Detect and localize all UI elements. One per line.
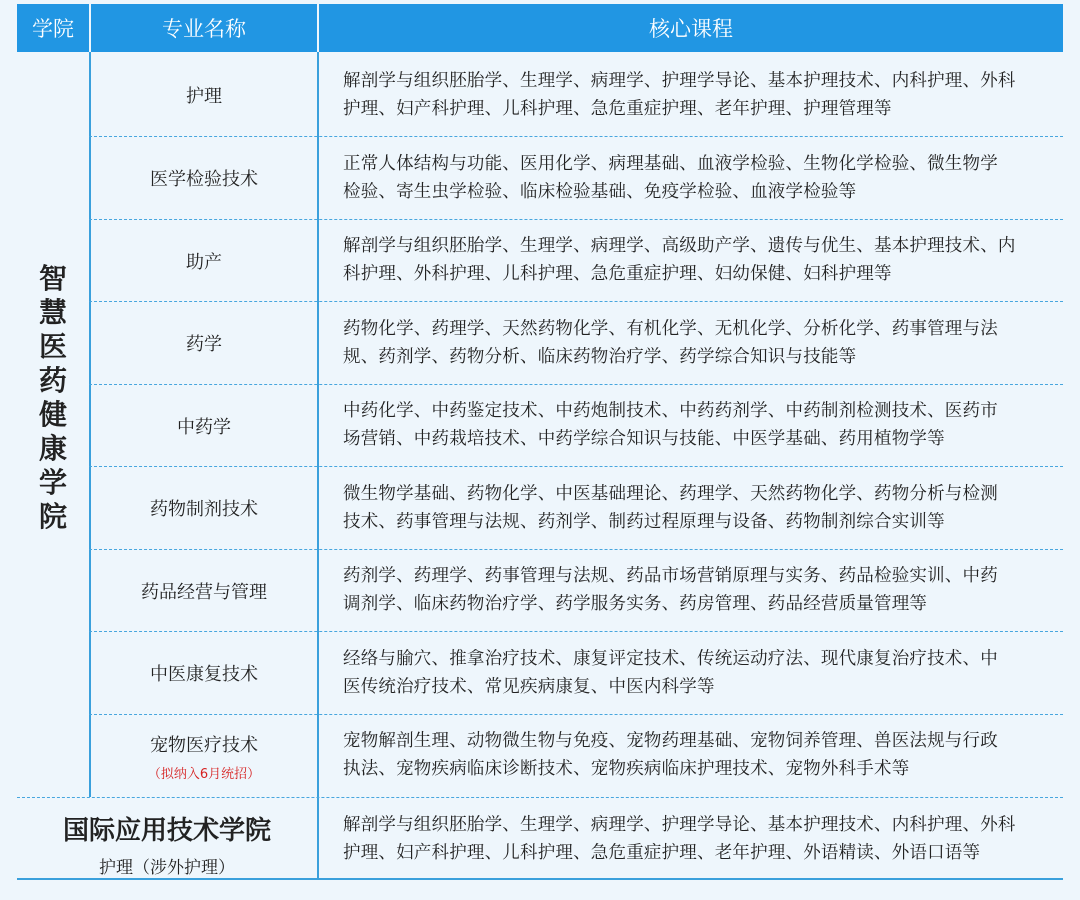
course-line: 规、药剂学、药物分析、临床药物治疗学、药学综合知识与技能等 (343, 347, 857, 367)
college-char: 医 (38, 330, 67, 363)
course-line: 药物化学、药理学、天然药物化学、有机化学、无机化学、分析化学、药事管理与法 (343, 319, 998, 339)
major-note: （拟纳入6月统招） (147, 766, 261, 782)
course-line: 调剂学、临床药物治疗学、药学服务实务、药房管理、药品经营质量管理等 (343, 594, 928, 614)
course-line: 护理、妇产科护理、儿科护理、急危重症护理、老年护理、护理管理等 (343, 99, 892, 119)
course-line: 医传统治疗技术、常见疾病康复、中医内科学等 (343, 677, 715, 697)
header-major: 专业名称 (91, 4, 317, 52)
course-line: 宠物解剖生理、动物微生物与免疫、宠物药理基础、宠物饲养管理、兽医法规与行政 (343, 731, 998, 751)
major-name (91, 715, 317, 797)
major-name (91, 137, 317, 219)
college-char: 院 (38, 500, 67, 533)
college2-name: 国际应用技术学院 (62, 816, 271, 846)
course-list (343, 562, 1053, 618)
major-label: 宠物医疗技术 (150, 734, 258, 756)
course-list (343, 67, 1053, 123)
major-label: 药学 (186, 334, 222, 355)
college-char: 药 (38, 364, 67, 397)
course-list (343, 480, 1053, 536)
course-line: 技术、药事管理与法规、药剂学、制药过程原理与设备、药物制剂综合实训等 (343, 512, 945, 532)
major-label: 医学检验技术 (150, 169, 258, 190)
college-char: 康 (38, 432, 67, 465)
course-line: 正常人体结构与功能、医用化学、病理基础、血液学检验、生物化学检验、微生物学 (343, 154, 998, 174)
table-bottom-line (17, 878, 1063, 880)
vline-major (317, 52, 319, 878)
major-label: 中医康复技术 (150, 664, 258, 685)
course-list (343, 727, 1053, 783)
major-name (91, 54, 317, 136)
college-char: 慧 (38, 296, 67, 329)
major-label: 药物制剂技术 (150, 499, 258, 520)
course-list (343, 232, 1053, 288)
course-line: 药剂学、药理学、药事管理与法规、药品市场营销原理与实务、药品检验实训、中药 (343, 566, 998, 586)
course-list (343, 811, 1053, 867)
course-line: 检验、寄生虫学检验、临床检验基础、免疫学检验、血液学检验等 (343, 182, 857, 202)
course-line: 科护理、外科护理、儿科护理、急危重症护理、妇幼保健、妇科护理等 (343, 264, 892, 284)
course-list (343, 150, 1053, 206)
header-courses: 核心课程 (319, 4, 1063, 52)
major-name (91, 220, 317, 301)
major-name (91, 550, 317, 631)
college-char: 智 (38, 262, 67, 295)
course-line: 解剖学与组织胚胎学、生理学、病理学、高级助产学、遗传与优生、基本护理技术、内 (343, 236, 1016, 256)
major-name (91, 302, 317, 384)
college2-major: 护理（涉外护理） (99, 858, 235, 878)
header-college: 学院 (17, 4, 89, 52)
course-line: 中药化学、中药鉴定技术、中药炮制技术、中药药剂学、中药制剂检测技术、医药市 (343, 401, 998, 421)
course-line: 经络与腧穴、推拿治疗技术、康复评定技术、传统运动疗法、现代康复治疗技术、中 (343, 649, 998, 669)
college-name-vertical (17, 262, 89, 534)
college-divider (17, 797, 1063, 798)
major-label: 药品经营与管理 (141, 581, 267, 603)
course-line: 解剖学与组织胚胎学、生理学、病理学、护理学导论、基本护理技术、内科护理、外科 (343, 71, 1016, 91)
college2-block (17, 810, 317, 878)
course-line: 护理、妇产科护理、儿科护理、急危重症护理、老年护理、外语精读、外语口语等 (343, 843, 981, 863)
college-char: 健 (38, 398, 67, 431)
major-label: 中药学 (177, 416, 231, 438)
course-list (343, 397, 1053, 453)
course-line: 执法、宠物疾病临床诊断技术、宠物疾病临床护理技术、宠物外科手术等 (343, 759, 910, 779)
major-name (91, 632, 317, 714)
course-line: 场营销、中药栽培技术、中药学综合知识与技能、中医学基础、药用植物学等 (343, 429, 945, 449)
course-line: 解剖学与组织胚胎学、生理学、病理学、护理学导论、基本护理技术、内科护理、外科 (343, 815, 1016, 835)
college-char: 学 (38, 466, 67, 499)
course-line: 微生物学基础、药物化学、中医基础理论、药理学、天然药物化学、药物分析与检测 (343, 484, 998, 504)
course-list (343, 645, 1053, 701)
major-label: 护理 (186, 86, 222, 107)
course-list (343, 315, 1053, 371)
major-label: 助产 (186, 251, 222, 273)
major-name (91, 385, 317, 466)
major-name (91, 467, 317, 549)
